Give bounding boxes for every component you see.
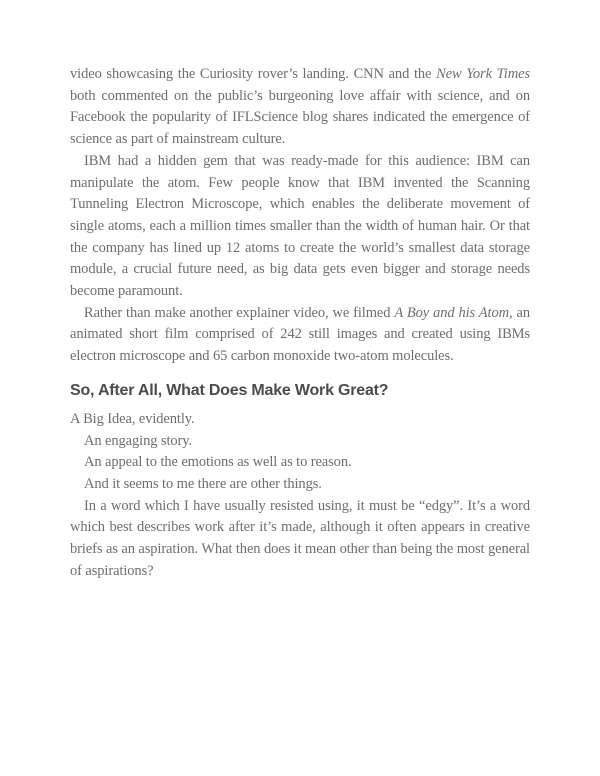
paragraph-text: both commented on the public’s burgeoning love affair with science, and on Facebook the popularity of IFLScience blog shares indicated the emergence of science as part of mainstream culture. [70,87,530,148]
list-line-other-things: And it seems to me there are other things. [84,475,322,492]
paragraph-text: IBM had a hidden gem that was ready-made for this audience: IBM can manipulate the atom. Few people know that IBM invented the Scanning Tunneling Electron Microscope, which enables the deliberate movement of single atoms, each a million times smaller than the width of human hair. Or that the company has lined up 12 atoms to create the world’s smallest data storage module, a crucial future need, as big data gets even bigger and storage needs become paramount. [70,152,530,300]
paragraph-edgy [70,496,530,583]
list-line-engaging-story: An engaging story. [84,432,193,449]
paragraph-text: Rather than make another explainer video, we filmed [84,304,395,321]
paragraph-film [70,303,530,368]
italic-title-run: A Boy and his Atom [394,304,509,321]
list-line-appeal-emotions: An appeal to the emotions as well as to reason. [84,454,352,471]
paragraph-continued [70,64,530,151]
paragraph-text: , an animated short film comprised of 242 still images and created using IBMs electron microscope and 65 carbon monoxide two-atom molecules. [70,304,530,365]
section-heading: So, After All, What Does Make Work Great? [70,381,389,399]
italic-title-run: New York Times [436,66,530,82]
paragraph-ibm [70,151,530,303]
paragraph-text: video showcasing the Curiosity rover’s landing. CNN and the [70,66,437,82]
list-line-big-idea: A Big Idea, evidently. [70,410,195,427]
paragraph-text: In a word which I have usually resisted using, it must be “edgy”. It’s a word which best describes work after it’s made, although it often appears in creative briefs as an aspiration. What then does it mean other than being the most general of aspirations? [70,497,530,579]
